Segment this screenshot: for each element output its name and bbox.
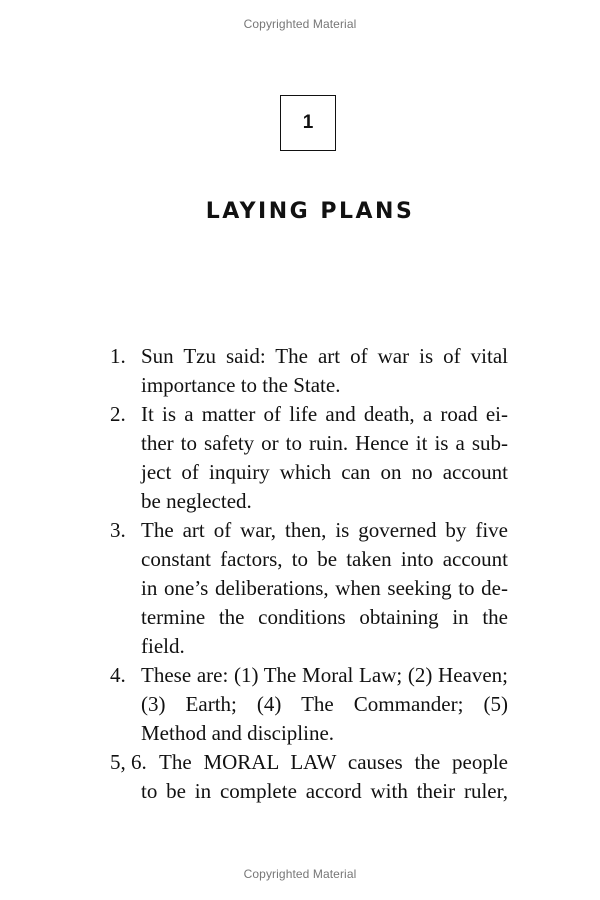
paragraph-line: Method and discipline.: [141, 721, 335, 745]
paragraph-line: to be in complete accord with their ruler,: [141, 779, 508, 803]
paragraph-line: (3) Earth; (4) The Commander; (5): [141, 692, 508, 716]
paragraph-line: The MORAL LAW causes the people: [159, 750, 508, 774]
paragraph-number: 2.: [110, 402, 126, 426]
paragraph-line: The art of war, then, is governed by five: [141, 518, 508, 542]
paragraph-text: [141, 661, 508, 748]
paragraph-text: [141, 400, 508, 516]
chapter-number: 1: [302, 112, 314, 133]
paragraph-line: ther to safety or to ruin. Hence it is a sub-: [141, 431, 508, 455]
watermark-bottom: Copyrighted Material: [243, 867, 357, 881]
paragraph-line: These are: (1) The Moral Law; (2) Heaven;: [141, 663, 508, 687]
paragraph-text: [141, 516, 508, 661]
paragraph-2: [110, 400, 508, 516]
paragraph-1: [110, 342, 508, 400]
chapter-number-box: [280, 95, 336, 151]
paragraph-line: ject of inquiry which can on no account: [141, 460, 508, 484]
paragraph-line: in one’s deliberations, when seeking to de-: [141, 576, 508, 600]
paragraph-line: Sun Tzu said: The art of war is of vital: [141, 344, 508, 368]
paragraph-number: 4.: [110, 663, 126, 687]
paragraph-line: field.: [141, 634, 185, 658]
paragraph-line: constant factors, to be taken into account: [141, 547, 508, 571]
paragraph-text: [141, 342, 508, 400]
paragraph-number: 3.: [110, 518, 126, 542]
paragraph-3: [110, 516, 508, 661]
paragraph-line: It is a matter of life and death, a road ei-: [141, 402, 508, 426]
paragraph-text: [141, 748, 508, 806]
watermark-top: Copyrighted Material: [243, 17, 357, 31]
paragraph-line: importance to the State.: [141, 373, 341, 397]
paragraph-number: 1.: [110, 344, 126, 368]
paragraph-line: be neglected.: [141, 489, 252, 513]
paragraph-5-6: [110, 748, 508, 806]
paragraph-number: 5, 6.: [110, 750, 147, 774]
paragraph-line: termine the conditions obtaining in the: [141, 605, 508, 629]
chapter-title: LAYING PLANS: [205, 199, 415, 224]
paragraph-list: [110, 342, 508, 806]
paragraph-4: [110, 661, 508, 748]
